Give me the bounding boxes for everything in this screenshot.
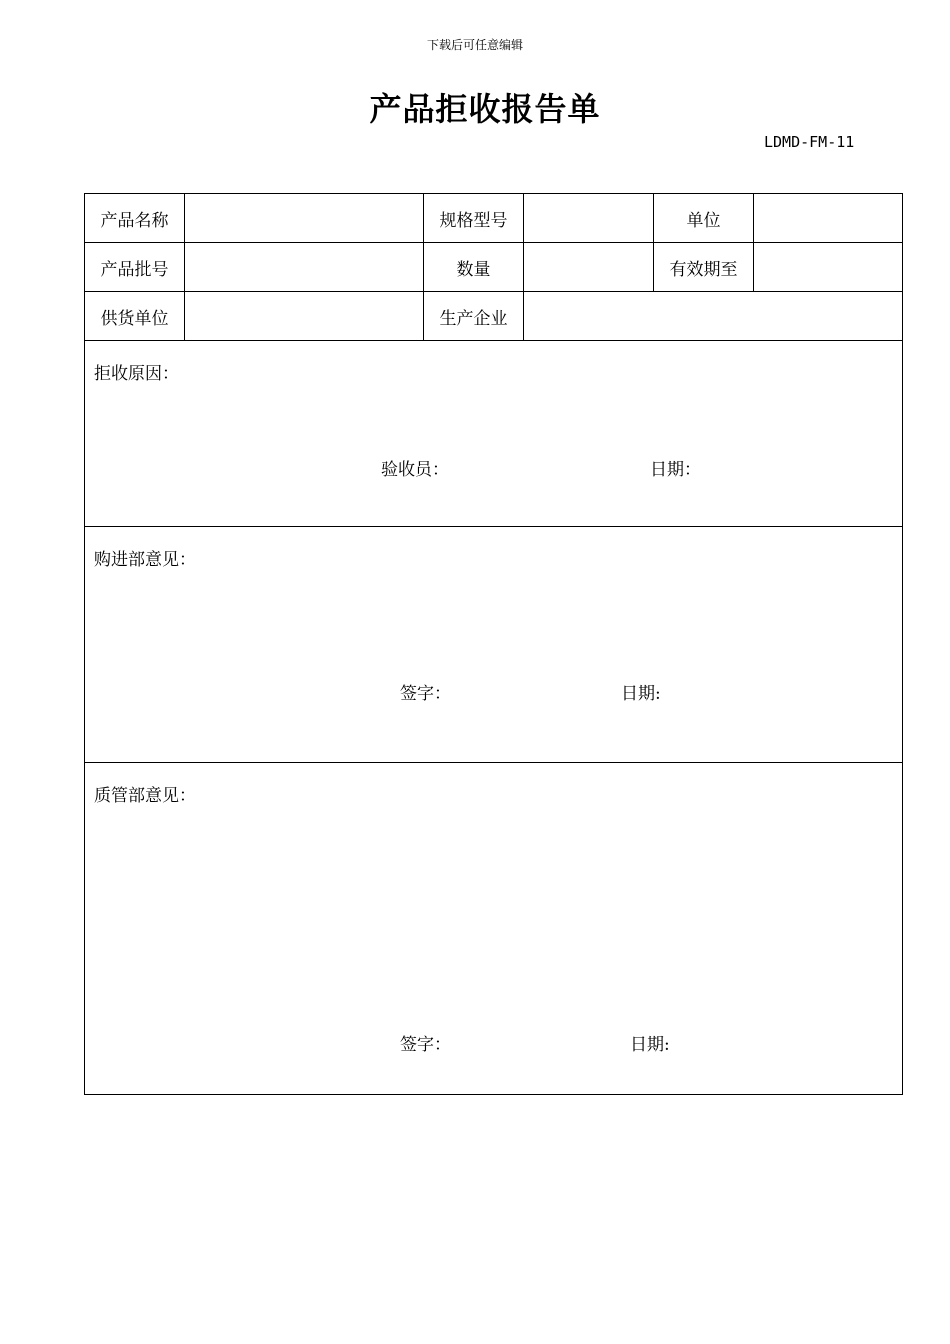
expiry-field[interactable] bbox=[754, 243, 903, 292]
form-code: LDMD-FM-11 bbox=[764, 133, 855, 151]
spec-model-field[interactable] bbox=[524, 194, 654, 243]
purchasing-signature-label: 签字： bbox=[400, 684, 451, 704]
form-row-quality bbox=[85, 763, 903, 1095]
purchasing-section[interactable] bbox=[85, 527, 903, 763]
expiry-label: 有效期至 bbox=[654, 243, 754, 292]
rejection-reason-label: 拒收原因： bbox=[94, 364, 179, 384]
form-row-purchasing bbox=[85, 527, 903, 763]
batch-no-label: 产品批号 bbox=[85, 243, 185, 292]
batch-no-field[interactable] bbox=[185, 243, 424, 292]
unit-label: 单位 bbox=[654, 194, 754, 243]
rejection-date-label: 日期： bbox=[650, 460, 701, 480]
form-row-rejection bbox=[85, 341, 903, 527]
quality-section[interactable] bbox=[85, 763, 903, 1095]
inspector-label: 验收员： bbox=[381, 460, 449, 480]
supplier-label: 供货单位 bbox=[85, 292, 185, 341]
manufacturer-label: 生产企业 bbox=[424, 292, 524, 341]
download-note: 下载后可任意编辑 bbox=[426, 38, 523, 52]
product-name-label: 产品名称 bbox=[85, 194, 185, 243]
manufacturer-field[interactable] bbox=[524, 292, 903, 341]
purchasing-date-label: 日期: bbox=[621, 684, 661, 704]
quality-signature-label: 签字： bbox=[400, 1035, 451, 1055]
rejection-section[interactable] bbox=[85, 341, 903, 527]
page-title: 产品拒收报告单 bbox=[369, 90, 601, 128]
form-row-batch bbox=[85, 243, 903, 292]
quantity-label: 数量 bbox=[424, 243, 524, 292]
rejection-report-form bbox=[84, 193, 903, 1095]
supplier-field[interactable] bbox=[185, 292, 424, 341]
product-name-field[interactable] bbox=[185, 194, 424, 243]
quality-opinion-label: 质管部意见： bbox=[94, 786, 196, 806]
quantity-field[interactable] bbox=[524, 243, 654, 292]
purchasing-opinion-label: 购进部意见： bbox=[94, 550, 196, 570]
form-row-product bbox=[85, 194, 903, 243]
unit-field[interactable] bbox=[754, 194, 903, 243]
spec-model-label: 规格型号 bbox=[424, 194, 524, 243]
quality-date-label: 日期: bbox=[630, 1035, 670, 1055]
form-row-supplier bbox=[85, 292, 903, 341]
